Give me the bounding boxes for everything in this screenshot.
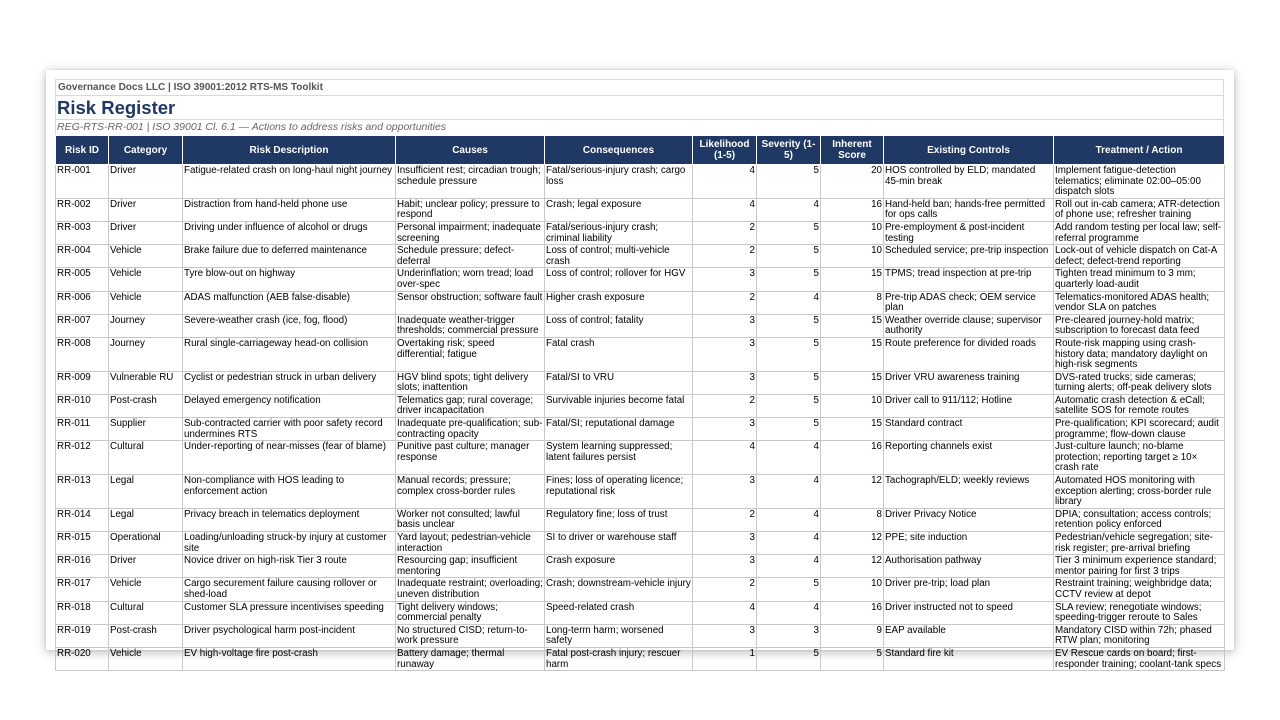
cell-inherent-score: 5 xyxy=(821,647,884,670)
page-title: Risk Register xyxy=(55,95,1224,119)
cell-risk-id: RR-019 xyxy=(56,624,109,647)
cell-causes: Battery damage; thermal runaway xyxy=(396,647,545,670)
table-row xyxy=(56,337,1225,371)
cell-category: Legal xyxy=(109,475,183,509)
cell-category: Vehicle xyxy=(109,245,183,268)
cell-category: Cultural xyxy=(109,601,183,624)
cell-severity: 4 xyxy=(757,291,821,314)
cell-likelihood: 2 xyxy=(693,291,757,314)
cell-treatment-action: EV Rescue cards on board; first-responder training; coolant-tank specs xyxy=(1054,647,1225,670)
cell-risk-description: Privacy breach in telematics deployment xyxy=(183,508,396,531)
cell-inherent-score: 10 xyxy=(821,221,884,244)
cell-inherent-score: 10 xyxy=(821,245,884,268)
cell-existing-controls: Driver instructed not to speed xyxy=(884,601,1054,624)
cell-category: Post-crash xyxy=(109,624,183,647)
cell-category: Driver xyxy=(109,221,183,244)
cell-risk-description: EV high-voltage fire post-crash xyxy=(183,647,396,670)
document-reference: REG-RTS-RR-001 | ISO 39001 Cl. 6.1 — Actions to address risks and opportunities xyxy=(55,119,1224,135)
cell-existing-controls: Driver Privacy Notice xyxy=(884,508,1054,531)
cell-consequences: Loss of control; multi-vehicle crash xyxy=(545,245,693,268)
cell-risk-id: RR-017 xyxy=(56,578,109,601)
column-header-risk-description: Risk Description xyxy=(183,136,396,165)
cell-consequences: Fines; loss of operating licence; reputational risk xyxy=(545,475,693,509)
table-row xyxy=(56,578,1225,601)
cell-treatment-action: DPIA; consultation; access controls; retention policy enforced xyxy=(1054,508,1225,531)
cell-causes: Habit; unclear policy; pressure to respond xyxy=(396,198,545,221)
cell-severity: 4 xyxy=(757,198,821,221)
cell-category: Driver xyxy=(109,165,183,199)
cell-treatment-action: SLA review; renegotiate windows; speeding-trigger reroute to Sales xyxy=(1054,601,1225,624)
table-row xyxy=(56,291,1225,314)
cell-consequences: Fatal/SI to VRU xyxy=(545,371,693,394)
cell-likelihood: 2 xyxy=(693,578,757,601)
cell-severity: 3 xyxy=(757,624,821,647)
cell-inherent-score: 15 xyxy=(821,314,884,337)
cell-existing-controls: Driver VRU awareness training xyxy=(884,371,1054,394)
cell-causes: Telematics gap; rural coverage; driver incapacitation xyxy=(396,394,545,417)
cell-severity: 5 xyxy=(757,578,821,601)
cell-likelihood: 3 xyxy=(693,337,757,371)
cell-category: Vehicle xyxy=(109,268,183,291)
cell-treatment-action: Implement fatigue-detection telematics; eliminate 02:00–05:00 dispatch slots xyxy=(1054,165,1225,199)
cell-risk-id: RR-014 xyxy=(56,508,109,531)
cell-existing-controls: Reporting channels exist xyxy=(884,441,1054,475)
cell-risk-id: RR-018 xyxy=(56,601,109,624)
cell-inherent-score: 9 xyxy=(821,624,884,647)
table-row xyxy=(56,418,1225,441)
cell-existing-controls: Authorisation pathway xyxy=(884,555,1054,578)
cell-existing-controls: Route preference for divided roads xyxy=(884,337,1054,371)
cell-causes: Punitive past culture; manager response xyxy=(396,441,545,475)
cell-treatment-action: Tighten tread minimum to 3 mm; quarterly load-audit xyxy=(1054,268,1225,291)
cell-treatment-action: Just-culture launch; no-blame protection; reporting target ≥ 10× crash rate xyxy=(1054,441,1225,475)
cell-consequences: Regulatory fine; loss of trust xyxy=(545,508,693,531)
cell-treatment-action: Pre-cleared journey-hold matrix; subscription to forecast data feed xyxy=(1054,314,1225,337)
table-row xyxy=(56,475,1225,509)
cell-likelihood: 3 xyxy=(693,268,757,291)
cell-category: Journey xyxy=(109,314,183,337)
cell-consequences: Crash; downstream-vehicle injury xyxy=(545,578,693,601)
cell-inherent-score: 15 xyxy=(821,371,884,394)
cell-category: Vehicle xyxy=(109,578,183,601)
cell-existing-controls: Driver call to 911/112; Hotline xyxy=(884,394,1054,417)
cell-treatment-action: Telematics-monitored ADAS health; vendor SLA on patches xyxy=(1054,291,1225,314)
cell-inherent-score: 15 xyxy=(821,268,884,291)
cell-category: Supplier xyxy=(109,418,183,441)
cell-risk-id: RR-006 xyxy=(56,291,109,314)
cell-risk-description: Delayed emergency notification xyxy=(183,394,396,417)
cell-category: Post-crash xyxy=(109,394,183,417)
cell-category: Driver xyxy=(109,555,183,578)
cell-severity: 4 xyxy=(757,475,821,509)
cell-risk-description: Under-reporting of near-misses (fear of blame) xyxy=(183,441,396,475)
cell-treatment-action: Lock-out of vehicle dispatch on Cat-A defect; defect-trend reporting xyxy=(1054,245,1225,268)
cell-risk-description: Tyre blow-out on highway xyxy=(183,268,396,291)
cell-inherent-score: 12 xyxy=(821,532,884,555)
cell-existing-controls: Hand-held ban; hands-free permitted for ops calls xyxy=(884,198,1054,221)
cell-existing-controls: Pre-trip ADAS check; OEM service plan xyxy=(884,291,1054,314)
cell-severity: 4 xyxy=(757,601,821,624)
cell-causes: No structured CISD; return-to-work pressure xyxy=(396,624,545,647)
cell-risk-id: RR-011 xyxy=(56,418,109,441)
cell-consequences: Higher crash exposure xyxy=(545,291,693,314)
cell-inherent-score: 15 xyxy=(821,418,884,441)
column-header-treatment-action: Treatment / Action xyxy=(1054,136,1225,165)
cell-category: Legal xyxy=(109,508,183,531)
cell-causes: Manual records; pressure; complex cross-border rules xyxy=(396,475,545,509)
cell-category: Cultural xyxy=(109,441,183,475)
cell-causes: Personal impairment; inadequate screening xyxy=(396,221,545,244)
cell-likelihood: 4 xyxy=(693,165,757,199)
cell-consequences: Speed-related crash xyxy=(545,601,693,624)
cell-risk-description: Brake failure due to deferred maintenance xyxy=(183,245,396,268)
table-row xyxy=(56,624,1225,647)
table-row xyxy=(56,165,1225,199)
cell-consequences: Long-term harm; worsened safety xyxy=(545,624,693,647)
cell-severity: 5 xyxy=(757,418,821,441)
cell-causes: Schedule pressure; defect-deferral xyxy=(396,245,545,268)
table-row xyxy=(56,647,1225,670)
cell-consequences: Crash; legal exposure xyxy=(545,198,693,221)
cell-risk-id: RR-013 xyxy=(56,475,109,509)
cell-consequences: SI to driver or warehouse staff xyxy=(545,532,693,555)
column-header-likelihood: Likelihood (1-5) xyxy=(693,136,757,165)
cell-likelihood: 4 xyxy=(693,441,757,475)
cell-causes: Underinflation; worn tread; load over-spec xyxy=(396,268,545,291)
cell-severity: 5 xyxy=(757,371,821,394)
column-header-severity: Severity (1-5) xyxy=(757,136,821,165)
cell-severity: 5 xyxy=(757,647,821,670)
cell-inherent-score: 8 xyxy=(821,508,884,531)
cell-likelihood: 2 xyxy=(693,508,757,531)
cell-severity: 4 xyxy=(757,532,821,555)
table-row xyxy=(56,245,1225,268)
cell-likelihood: 3 xyxy=(693,371,757,394)
cell-likelihood: 2 xyxy=(693,394,757,417)
cell-consequences: Loss of control; fatality xyxy=(545,314,693,337)
cell-inherent-score: 10 xyxy=(821,394,884,417)
table-row xyxy=(56,314,1225,337)
table-row xyxy=(56,268,1225,291)
table-body xyxy=(56,165,1225,671)
cell-likelihood: 1 xyxy=(693,647,757,670)
sheet-content xyxy=(55,79,1224,671)
table-row xyxy=(56,555,1225,578)
table-row xyxy=(56,221,1225,244)
cell-causes: Sensor obstruction; software fault xyxy=(396,291,545,314)
cell-risk-id: RR-001 xyxy=(56,165,109,199)
cell-existing-controls: EAP available xyxy=(884,624,1054,647)
cell-existing-controls: Tachograph/ELD; weekly reviews xyxy=(884,475,1054,509)
table-row xyxy=(56,371,1225,394)
cell-existing-controls: Scheduled service; pre-trip inspection xyxy=(884,245,1054,268)
cell-risk-description: Novice driver on high-risk Tier 3 route xyxy=(183,555,396,578)
cell-treatment-action: Roll out in-cab camera; ATR-detection of phone use; refresher training xyxy=(1054,198,1225,221)
cell-existing-controls: Weather override clause; supervisor authority xyxy=(884,314,1054,337)
cell-consequences: Survivable injuries become fatal xyxy=(545,394,693,417)
cell-consequences: Fatal/serious-injury crash; cargo loss xyxy=(545,165,693,199)
cell-risk-description: Cargo securement failure causing rollover or shed-load xyxy=(183,578,396,601)
cell-causes: Worker not consulted; lawful basis unclear xyxy=(396,508,545,531)
table-row xyxy=(56,508,1225,531)
cell-risk-description: Fatigue-related crash on long-haul night journey xyxy=(183,165,396,199)
column-header-consequences: Consequences xyxy=(545,136,693,165)
cell-existing-controls: Standard fire kit xyxy=(884,647,1054,670)
column-header-causes: Causes xyxy=(396,136,545,165)
cell-inherent-score: 12 xyxy=(821,475,884,509)
cell-risk-description: Severe-weather crash (ice, fog, flood) xyxy=(183,314,396,337)
cell-risk-description: Loading/unloading struck-by injury at customer site xyxy=(183,532,396,555)
cell-risk-id: RR-007 xyxy=(56,314,109,337)
cell-likelihood: 3 xyxy=(693,532,757,555)
cell-severity: 5 xyxy=(757,165,821,199)
cell-severity: 5 xyxy=(757,337,821,371)
cell-causes: Tight delivery windows; commercial penalty xyxy=(396,601,545,624)
cell-causes: Inadequate weather-trigger thresholds; commercial pressure xyxy=(396,314,545,337)
cell-likelihood: 3 xyxy=(693,555,757,578)
table-header-row xyxy=(56,136,1225,165)
cell-inherent-score: 16 xyxy=(821,601,884,624)
cell-likelihood: 3 xyxy=(693,475,757,509)
cell-causes: HGV blind spots; tight delivery slots; inattention xyxy=(396,371,545,394)
cell-existing-controls: Standard contract xyxy=(884,418,1054,441)
column-header-category: Category xyxy=(109,136,183,165)
cell-treatment-action: Add random testing per local law; self-referral programme xyxy=(1054,221,1225,244)
cell-inherent-score: 15 xyxy=(821,337,884,371)
cell-risk-id: RR-010 xyxy=(56,394,109,417)
cell-risk-description: Distraction from hand-held phone use xyxy=(183,198,396,221)
cell-inherent-score: 10 xyxy=(821,578,884,601)
cell-category: Vehicle xyxy=(109,291,183,314)
cell-treatment-action: Restraint training; weighbridge data; CCTV review at depot xyxy=(1054,578,1225,601)
cell-severity: 5 xyxy=(757,245,821,268)
organization-line: Governance Docs LLC | ISO 39001:2012 RTS-MS Toolkit xyxy=(55,79,1224,95)
cell-category: Vehicle xyxy=(109,647,183,670)
cell-inherent-score: 16 xyxy=(821,441,884,475)
cell-severity: 4 xyxy=(757,555,821,578)
cell-treatment-action: Tier 3 minimum experience standard; mentor pairing for first 3 trips xyxy=(1054,555,1225,578)
cell-causes: Inadequate pre-qualification; sub-contracting opacity xyxy=(396,418,545,441)
cell-risk-id: RR-004 xyxy=(56,245,109,268)
column-header-existing-controls: Existing Controls xyxy=(884,136,1054,165)
cell-treatment-action: Pre-qualification; KPI scorecard; audit programme; flow-down clause xyxy=(1054,418,1225,441)
cell-causes: Yard layout; pedestrian-vehicle interaction xyxy=(396,532,545,555)
cell-risk-id: RR-009 xyxy=(56,371,109,394)
cell-risk-id: RR-012 xyxy=(56,441,109,475)
cell-risk-description: Customer SLA pressure incentivises speeding xyxy=(183,601,396,624)
cell-likelihood: 3 xyxy=(693,314,757,337)
table-row xyxy=(56,532,1225,555)
cell-risk-id: RR-008 xyxy=(56,337,109,371)
cell-risk-id: RR-003 xyxy=(56,221,109,244)
cell-treatment-action: Automated HOS monitoring with exception alerting; cross-border rule library xyxy=(1054,475,1225,509)
column-header-inherent-score: Inherent Score xyxy=(821,136,884,165)
cell-category: Operational xyxy=(109,532,183,555)
cell-existing-controls: Driver pre-trip; load plan xyxy=(884,578,1054,601)
cell-risk-description: Rural single-carriageway head-on collision xyxy=(183,337,396,371)
cell-risk-description: ADAS malfunction (AEB false-disable) xyxy=(183,291,396,314)
cell-risk-description: Cyclist or pedestrian struck in urban delivery xyxy=(183,371,396,394)
cell-existing-controls: Pre-employment & post-incident testing xyxy=(884,221,1054,244)
table-row xyxy=(56,601,1225,624)
cell-consequences: Fatal/serious-injury crash; criminal liability xyxy=(545,221,693,244)
cell-risk-description: Driving under influence of alcohol or drugs xyxy=(183,221,396,244)
cell-category: Journey xyxy=(109,337,183,371)
cell-causes: Inadequate restraint; overloading; uneven distribution xyxy=(397,578,543,600)
table-row xyxy=(56,394,1225,417)
cell-severity: 5 xyxy=(757,221,821,244)
cell-consequences: Fatal/SI; reputational damage xyxy=(545,418,693,441)
cell-risk-id: RR-005 xyxy=(56,268,109,291)
risk-register-table xyxy=(55,135,1225,671)
cell-severity: 4 xyxy=(757,508,821,531)
cell-existing-controls: PPE; site induction xyxy=(884,532,1054,555)
cell-category: Vulnerable RU xyxy=(109,371,183,394)
cell-treatment-action: Mandatory CISD within 72h; phased RTW plan; monitoring xyxy=(1054,624,1225,647)
cell-likelihood: 4 xyxy=(693,198,757,221)
cell-treatment-action: Pedestrian/vehicle segregation; site-risk register; pre-arrival briefing xyxy=(1054,532,1225,555)
cell-risk-description: Sub-contracted carrier with poor safety record undermines RTS xyxy=(183,418,396,441)
cell-inherent-score: 20 xyxy=(821,165,884,199)
cell-likelihood: 2 xyxy=(693,221,757,244)
cell-category: Driver xyxy=(109,198,183,221)
column-header-risk-id: Risk ID xyxy=(56,136,109,165)
cell-severity: 4 xyxy=(757,441,821,475)
cell-consequences: System learning suppressed; latent failures persist xyxy=(545,441,693,475)
cell-causes: Overtaking risk; speed differential; fatigue xyxy=(396,337,545,371)
table-row xyxy=(56,198,1225,221)
cell-causes: Insufficient rest; circadian trough; schedule pressure xyxy=(396,165,545,199)
cell-severity: 5 xyxy=(757,268,821,291)
cell-consequences: Crash exposure xyxy=(545,555,693,578)
cell-inherent-score: 12 xyxy=(821,555,884,578)
cell-treatment-action: Route-risk mapping using crash-history data; mandatory daylight on high-risk segments xyxy=(1054,337,1225,371)
table-row xyxy=(56,441,1225,475)
cell-inherent-score: 8 xyxy=(821,291,884,314)
cell-existing-controls: TPMS; tread inspection at pre-trip xyxy=(884,268,1054,291)
cell-existing-controls: HOS controlled by ELD; mandated 45-min break xyxy=(884,165,1054,199)
cell-consequences: Fatal crash xyxy=(545,337,693,371)
cell-consequences: Fatal post-crash injury; rescuer harm xyxy=(545,647,693,670)
cell-risk-id: RR-020 xyxy=(56,647,109,670)
cell-risk-description: Driver psychological harm post-incident xyxy=(183,624,396,647)
cell-likelihood: 4 xyxy=(693,601,757,624)
cell-likelihood: 3 xyxy=(693,418,757,441)
cell-consequences: Loss of control; rollover for HGV xyxy=(545,268,693,291)
cell-likelihood: 3 xyxy=(693,624,757,647)
cell-severity: 5 xyxy=(757,314,821,337)
document-sheet xyxy=(46,70,1234,670)
cell-risk-id: RR-016 xyxy=(56,555,109,578)
cell-inherent-score: 16 xyxy=(821,198,884,221)
cell-risk-description: Non-compliance with HOS leading to enforcement action xyxy=(183,475,396,509)
cell-treatment-action: DVS-rated trucks; side cameras; turning alerts; off-peak delivery slots xyxy=(1054,371,1225,394)
cell-causes: Resourcing gap; insufficient mentoring xyxy=(396,555,545,578)
cell-severity: 5 xyxy=(757,394,821,417)
cell-risk-id: RR-015 xyxy=(56,532,109,555)
cell-risk-id: RR-002 xyxy=(56,198,109,221)
cell-treatment-action: Automatic crash detection & eCall; satellite SOS for remote routes xyxy=(1054,394,1225,417)
cell-likelihood: 2 xyxy=(693,245,757,268)
